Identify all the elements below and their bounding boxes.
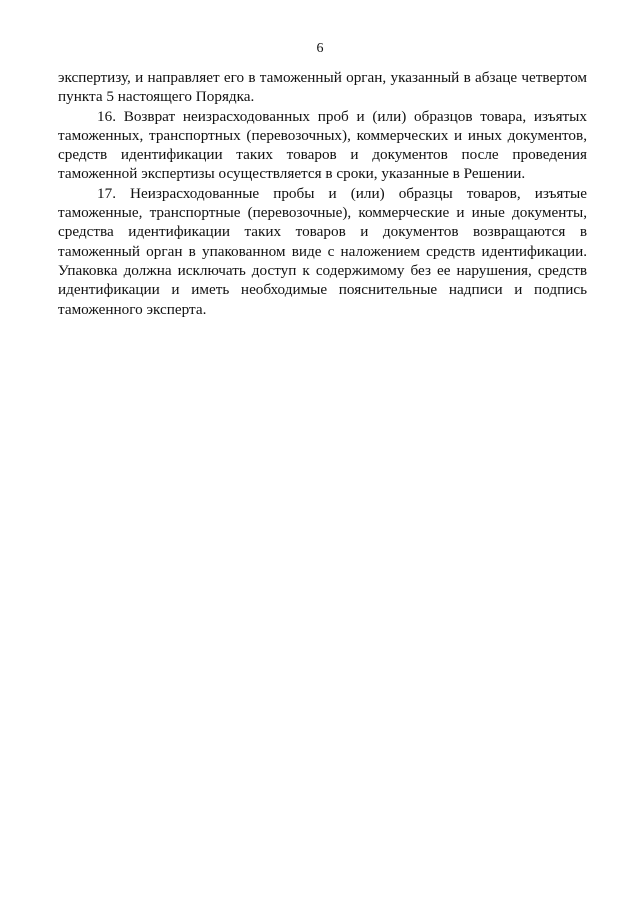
paragraph-item-17: 17. Неизрасходованные пробы и (или) образцы товаров, изъятые таможенные, транспортные (перевозочные), коммерческие и иные документы, средства идентификации таких товаров и документов возвращаются в таможенный орган в упакованном виде с наложением средств идентификации. Упаковка должна исключать доступ к содержимому без ее нарушения, средств идентификации и иметь необходимые пояснительные надписи и подпись таможенного эксперта.: [58, 184, 587, 318]
document-body: [58, 68, 587, 319]
paragraph-continuation: экспертизу, и направляет его в таможенный орган, указанный в абзаце четвертом пункта 5 настоящего Порядка.: [58, 69, 587, 106]
paragraph-item-16: 16. Возврат неизрасходованных проб и (или) образцов товара, изъятых таможенных, транспортных (перевозочных), коммерческих и иных документов, средств идентификации таких товаров и документов после проведения таможенной экспертизы осуществляется в сроки, указанные в Решении.: [58, 107, 587, 183]
page-number: 6: [316, 41, 324, 56]
